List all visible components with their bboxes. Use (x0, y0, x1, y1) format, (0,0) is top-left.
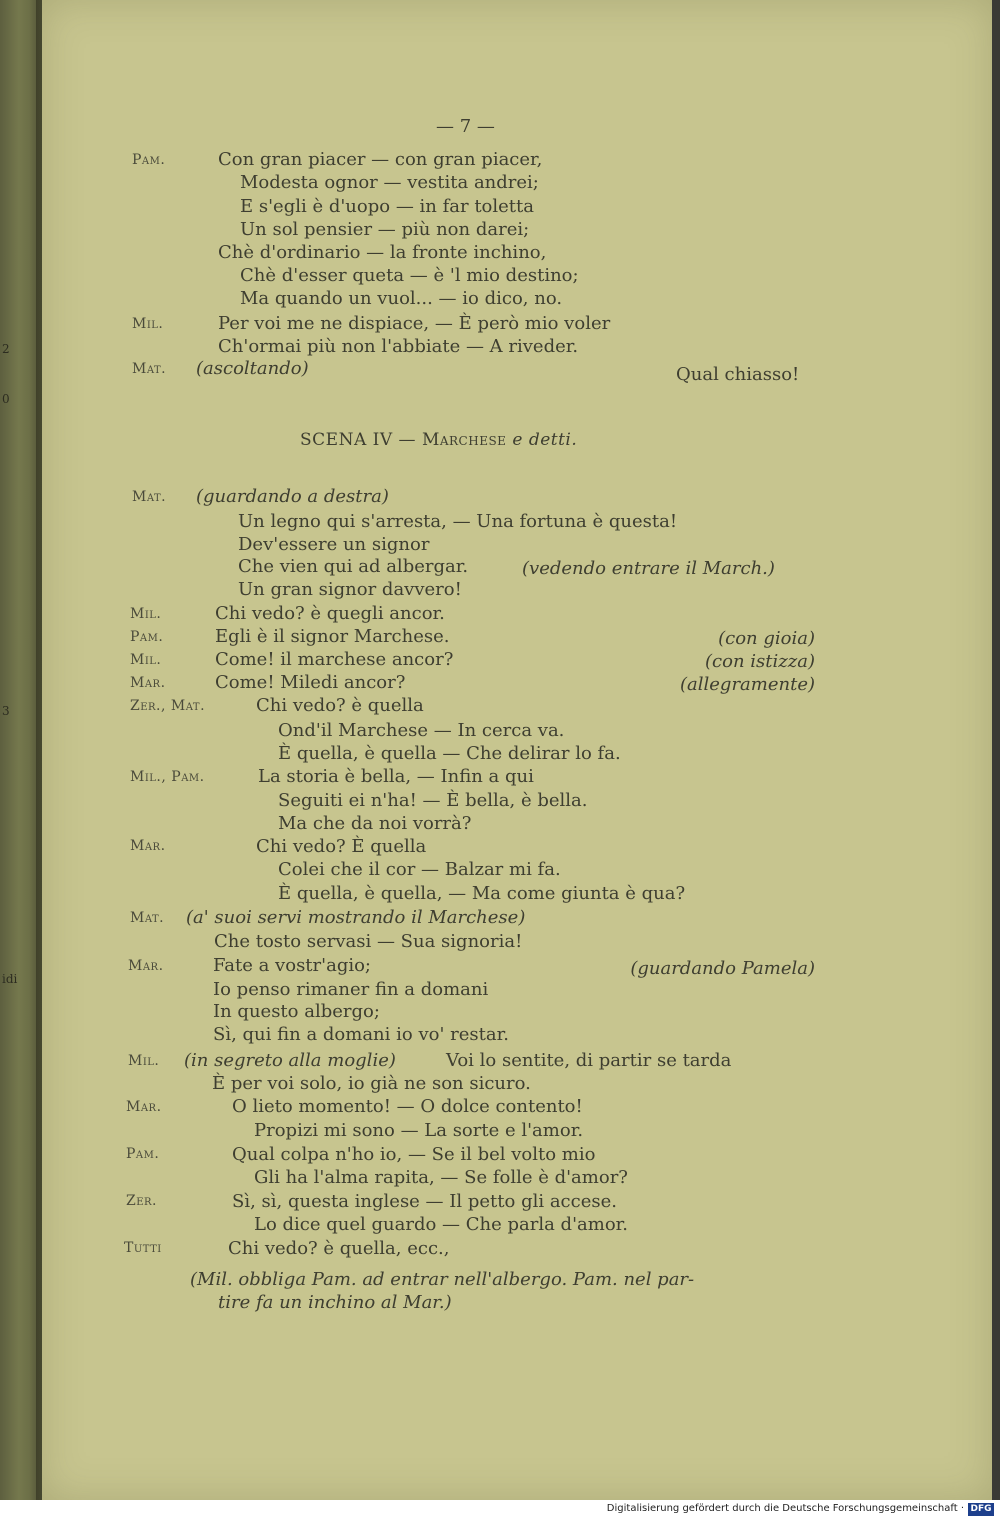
speaker-label: Mil. (132, 316, 164, 332)
verse-line: Chè d'esser queta — è 'l mio destino; (240, 265, 579, 286)
stage-direction: (vedendo entrare il March.) (522, 558, 775, 579)
stage-direction: (guardando Pamela) (630, 958, 815, 979)
speaker-label: Pam. (130, 629, 164, 645)
verse-line: Ma che da noi vorrà? (278, 813, 472, 834)
verse-line: Come! il marchese ancor? (215, 649, 454, 670)
stage-direction: (in segreto alla moglie) (184, 1050, 396, 1071)
verse-line: Qual chiasso! (676, 364, 800, 385)
speaker-label: Pam. (126, 1146, 160, 1162)
verse-line: Sì, sì, questa inglese — Il petto gli accese. (232, 1191, 617, 1212)
verse-line: Ma quando un vuol... — io dico, no. (240, 288, 563, 309)
scene-dash: — (398, 430, 417, 450)
stage-direction: (con istizza) (705, 651, 815, 672)
scene-heading (300, 430, 577, 450)
stage-direction: tire fa un inchino al Mar.) (218, 1292, 452, 1313)
spine-mark: idi (2, 972, 18, 986)
verse-line: Gli ha l'alma rapita, — Se folle è d'amor? (254, 1167, 628, 1188)
speaker-label: Mat. (132, 489, 167, 505)
verse-line: Per voi me ne dispiace, — È però mio voler (218, 313, 611, 334)
spine-mark: 3 (2, 704, 10, 718)
speaker-label: Pam. (132, 152, 166, 168)
speaker-label: Zer. (126, 1193, 158, 1209)
verse-line: Colei che il cor — Balzar mi fa. (278, 859, 561, 880)
speaker-label: Mil. (128, 1053, 160, 1069)
verse-line: Ond'il Marchese — In cerca va. (278, 720, 565, 741)
verse-line: O lieto momento! — O dolce contento! (232, 1096, 583, 1117)
stage-direction: (guardando a destra) (196, 486, 389, 507)
speaker-label: Mat. (130, 910, 165, 926)
verse-line: Dev'essere un signor (238, 534, 430, 555)
speaker-label: Mar. (126, 1099, 162, 1115)
dfg-logo: DFG (968, 1503, 994, 1516)
verse-line: È per voi solo, io già ne son sicuro. (212, 1073, 531, 1094)
speaker-label: Mar. (128, 958, 164, 974)
speaker-label: Mat. (132, 361, 167, 377)
spine-mark: 0 (2, 392, 10, 406)
spine-mark: 2 (2, 342, 10, 356)
verse-line: È quella, è quella, — Ma come giunta è qua? (278, 883, 686, 904)
scene-conjunction: e (512, 430, 523, 450)
speaker-label: Mar. (130, 675, 166, 691)
stage-direction: (con gioia) (718, 628, 815, 649)
verse-line: Che vien qui ad albergar. (238, 556, 469, 577)
speaker-label: Zer., Mat. (130, 698, 206, 714)
verse-line: Un legno qui s'arresta, — Una fortuna è questa! (238, 511, 678, 532)
verse-line: Chi vedo? è quegli ancor. (215, 603, 445, 624)
speaker-label: Mil. (130, 606, 162, 622)
verse-line: Propizi mi sono — La sorte e l'amor. (254, 1120, 584, 1141)
verse-line: E s'egli è d'uopo — in far toletta (240, 196, 535, 217)
verse-line: Con gran piacer — con gran piacer, (218, 149, 543, 170)
verse-line: La storia è bella, — Infin a qui (258, 766, 534, 787)
verse-line: Voi lo sentite, di partir se tarda (446, 1050, 732, 1071)
verse-line: Come! Miledi ancor? (215, 672, 406, 693)
verse-line: Che tosto servasi — Sua signoria! (214, 931, 523, 952)
page-number: — 7 — (436, 116, 495, 137)
verse-line: È quella, è quella — Che delirar lo fa. (278, 743, 621, 764)
verse-line: Io penso rimaner fin a domani (213, 979, 489, 1000)
verse-line: Modesta ognor — vestita andrei; (240, 172, 539, 193)
stage-direction: (allegramente) (680, 674, 815, 695)
speaker-label: Mil., Pam. (130, 769, 205, 785)
speaker-label: Mar. (130, 838, 166, 854)
stage-direction: (a' suoi servi mostrando il Marchese) (186, 907, 526, 928)
verse-line: Seguiti ei n'ha! — È bella, è bella. (278, 790, 588, 811)
scene-title: SCENA IV (300, 430, 393, 450)
verse-line: Chè d'ordinario — la fronte inchino, (218, 242, 547, 263)
verse-line: Lo dice quel guardo — Che parla d'amor. (254, 1214, 629, 1235)
stage-direction: (Mil. obbliga Pam. ad entrar nell'albergo. Pam. nel par- (190, 1269, 695, 1290)
verse-line: Chi vedo? È quella (256, 836, 427, 857)
scene-others: detti. (528, 430, 578, 450)
verse-line: Chi vedo? è quella (256, 695, 424, 716)
verse-line: Fate a vostr'agio; (213, 955, 372, 976)
verse-line: Qual colpa n'ho io, — Se il bel volto mio (232, 1144, 596, 1165)
verse-line: Egli è il signor Marchese. (215, 626, 450, 647)
speaker-label: Tutti (124, 1240, 162, 1256)
stage-direction: (ascoltando) (196, 358, 309, 379)
verse-line: Un sol pensier — più non darei; (240, 219, 530, 240)
verse-line: Ch'ormai più non l'abbiate — A riveder. (218, 336, 579, 357)
funding-notice: Digitalisierung gefördert durch die Deutsche Forschungsgemeinschaft · (606, 1503, 964, 1514)
verse-line: Sì, qui fin a domani io vo' restar. (213, 1024, 509, 1045)
verse-line: Un gran signor davvero! (238, 579, 462, 600)
verse-line: Chi vedo? è quella, ecc., (228, 1238, 450, 1259)
scene-character: Marchese (421, 430, 507, 450)
speaker-label: Mil. (130, 652, 162, 668)
verse-line: In questo albergo; (213, 1001, 380, 1022)
